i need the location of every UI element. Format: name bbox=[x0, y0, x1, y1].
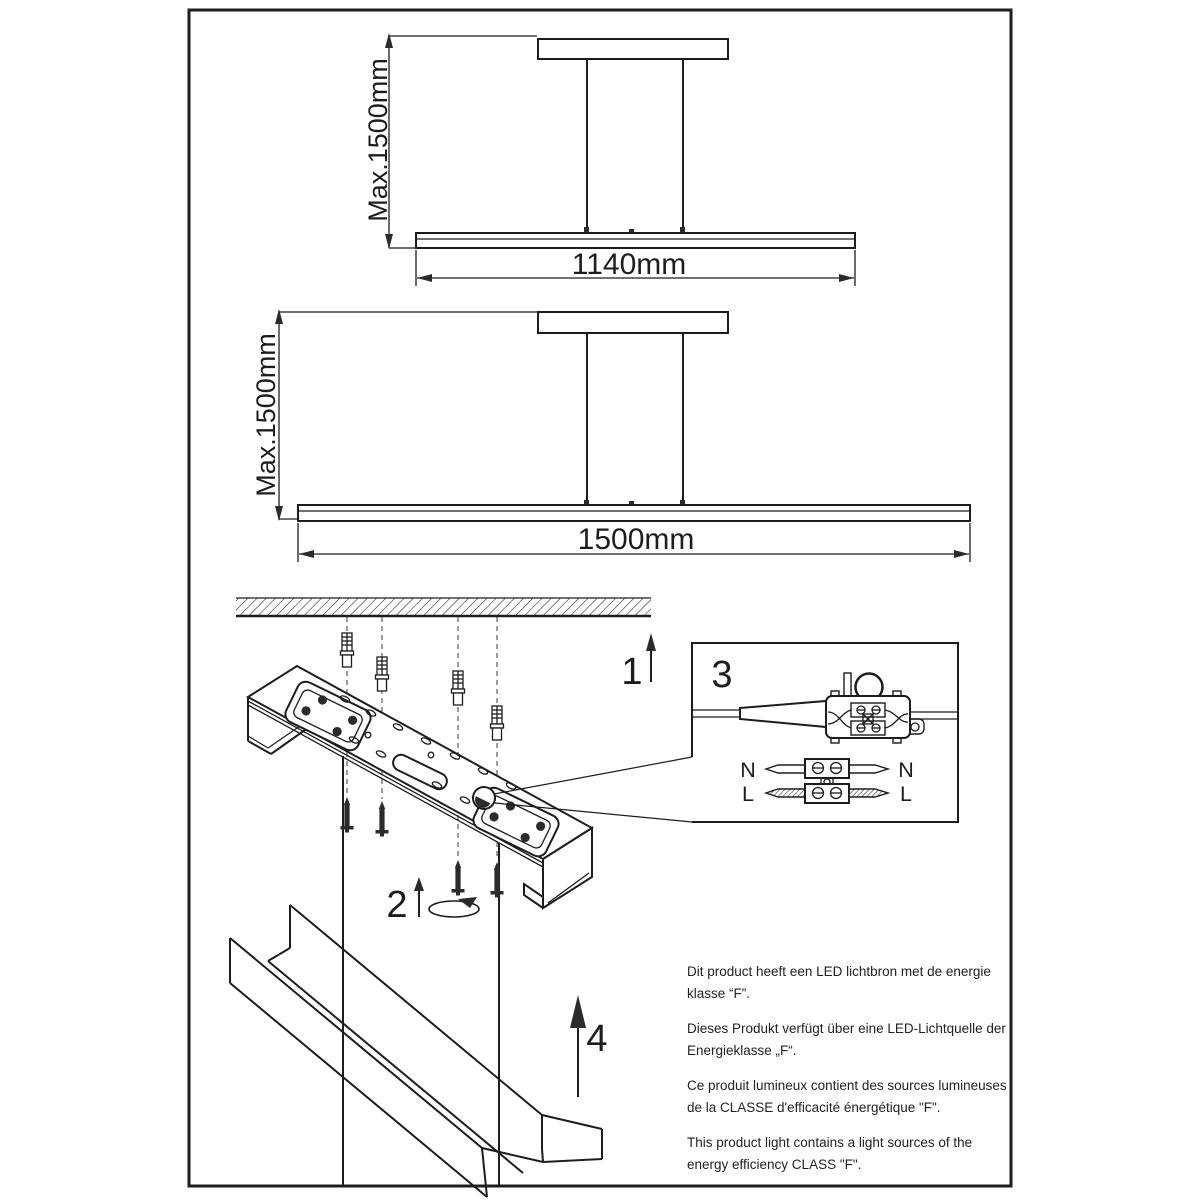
notice-line: Ce produit lumineux contient des sources lumineuses bbox=[687, 1078, 1007, 1093]
step-4-label: 4 bbox=[586, 1018, 608, 1060]
step-2-label: 2 bbox=[386, 884, 408, 926]
notice-line: Energieklasse „F“. bbox=[687, 1042, 797, 1058]
terminal-block-n bbox=[805, 759, 849, 778]
wire-l-right-label: L bbox=[900, 782, 912, 806]
ceiling-hatch bbox=[236, 598, 651, 616]
notice-line: Dit product heeft een LED lichtbron met de energie bbox=[687, 964, 991, 979]
wall-plug-icon bbox=[341, 633, 354, 667]
wire-n-left-label: N bbox=[740, 758, 756, 782]
step-3-label: 3 bbox=[711, 654, 733, 696]
width-label: 1500mm bbox=[577, 523, 695, 556]
wiring-detail-callout bbox=[692, 643, 958, 822]
max-height-label: Max.1500mm bbox=[251, 333, 281, 497]
notice-line: This product light contains a light sources of the bbox=[687, 1135, 973, 1150]
notice-line: energy efficiency CLASS "F". bbox=[687, 1156, 862, 1172]
wall-plug-icon bbox=[452, 671, 465, 705]
notice-line: de la CLASSE d'efficacité énergétique "F". bbox=[687, 1099, 941, 1115]
wall-plug-icon bbox=[376, 657, 389, 691]
notice-line: Dieses Produkt verfügt über eine LED-Lichtquelle der bbox=[687, 1021, 1006, 1036]
notice-line: klasse “F”. bbox=[687, 985, 751, 1001]
energy-notice-en bbox=[687, 1132, 1011, 1175]
terminal-block-l bbox=[805, 784, 849, 803]
energy-notice-fr bbox=[687, 1075, 1011, 1118]
wire-l-left-label: L bbox=[742, 782, 754, 806]
energy-notices bbox=[687, 961, 1011, 1189]
energy-notice-de bbox=[687, 1018, 1011, 1061]
width-label: 1140mm bbox=[571, 248, 687, 281]
max-height-label: Max.1500mm bbox=[363, 58, 393, 222]
wall-plug-icon bbox=[491, 706, 504, 740]
step-1-label: 1 bbox=[621, 651, 643, 693]
energy-notice-nl bbox=[687, 961, 1011, 1004]
wire-n-right-label: N bbox=[898, 758, 914, 782]
